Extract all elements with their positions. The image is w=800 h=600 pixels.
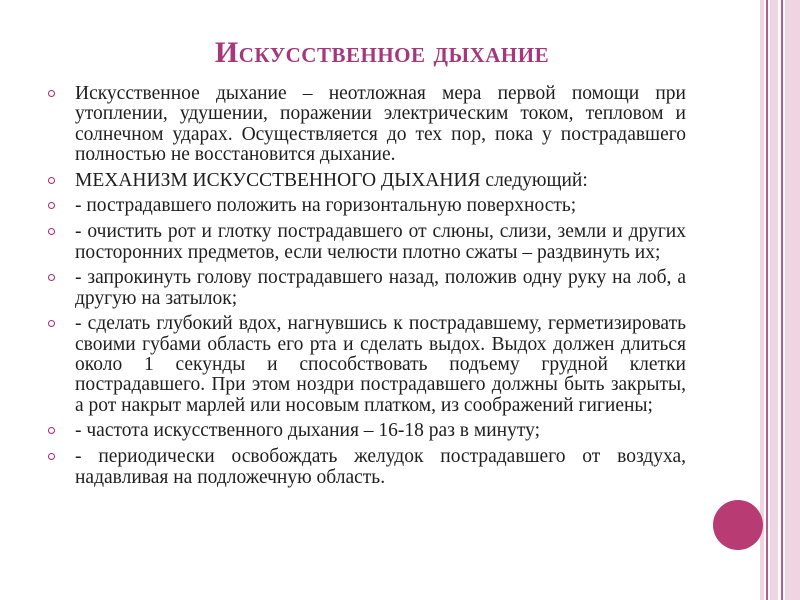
decorative-side-stripes: [760, 0, 800, 600]
bullet-text: - пострадавшего положить на горизонтальную поверхность;: [75, 195, 577, 217]
stripe-light-1: [760, 0, 764, 600]
bullet-text: - частота искусственного дыхания – 16-18 раз в минуту;: [75, 420, 540, 442]
circle-bullet-icon: [48, 453, 55, 460]
stripe-light-2: [770, 0, 778, 600]
bullet-item: [45, 421, 686, 441]
bullet-item: [45, 84, 686, 165]
slide-title: Искусственное дыхание: [214, 36, 550, 69]
bullet-text: - запрокинуть голову пострадавшего назад, положив одну руку на лоб, а другую на затылок;: [75, 267, 686, 309]
bullet-text: МЕХАНИЗМ ИСКУССТВЕННОГО ДЫХАНИЯ следующий:: [75, 169, 588, 191]
bullet-item: [45, 447, 686, 488]
bullet-text: Искусственное дыхание – неотложная мера первой помощи при утоплении, удушении, поражении электрическим током, тепловом и солнечном ударах. Осуществляется до тех пор, пока у пострадавшего полностью не восстановится дыхание.: [75, 83, 686, 165]
circle-bullet-icon: [48, 202, 55, 209]
bullet-item: [45, 171, 686, 191]
bullet-text: - очистить рот и глотку пострадавшего от слюны, слизи, земли и других посторонних предметов, если челюсти плотно сжаты – раздвинуть их;: [75, 221, 686, 263]
bullet-list: [45, 84, 686, 493]
circle-bullet-icon: [48, 90, 55, 97]
circle-bullet-icon: [48, 274, 55, 281]
circle-bullet-icon: [48, 427, 55, 434]
stripe-light-3: [785, 0, 800, 600]
bullet-item: [45, 314, 686, 415]
stripe-dark-2: [781, 0, 783, 600]
circle-bullet-icon: [48, 228, 55, 235]
bullet-text: - периодически освобождать желудок пострадавшего от воздуха, надавливая на подложечную область.: [75, 446, 686, 488]
bullet-item: [45, 268, 686, 309]
stripe-dark-1: [766, 0, 768, 600]
circle-bullet-icon: [48, 320, 55, 327]
bullet-item: [45, 222, 686, 263]
decorative-circle: [713, 500, 763, 550]
bullet-text: - сделать глубокий вдох, нагнувшись к пострадавшему, герметизировать своими губами область его рта и сделать выдох. Выдох должен длиться около 1 секунды и способствовать подъему грудной клетки пострадавшего. При этом ноздри пострадавшего должны быть закрыты, а рот накрыт марлей или носовым платком, из соображений гигиены;: [75, 313, 686, 416]
bullet-item: [45, 196, 686, 216]
circle-bullet-icon: [48, 177, 55, 184]
